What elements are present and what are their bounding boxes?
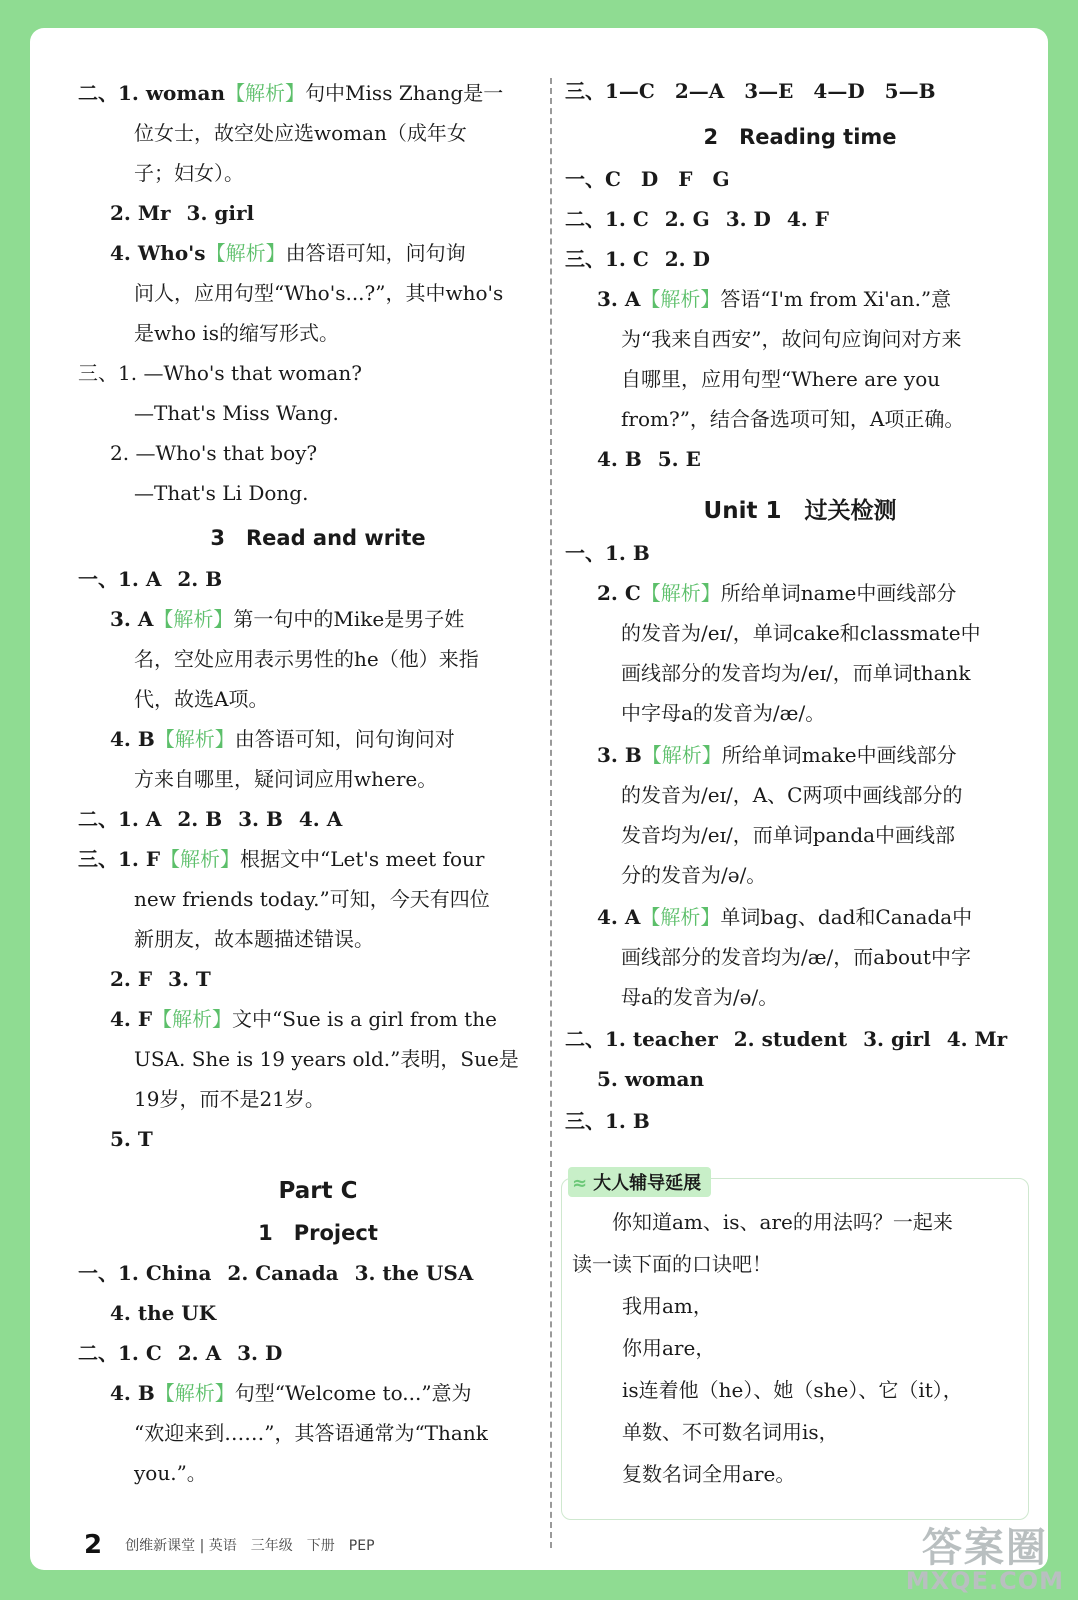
answer-line: 方来自哪里，疑问词应用where。 [134,767,438,791]
answer-line: 三、1. C 2. D [565,247,710,271]
answer-line: 4. the UK [110,1301,217,1325]
answer-line: 4. B【解析】由答语可知，问句询问对 [110,727,455,751]
part-heading: Part C [278,1178,358,1204]
watermark-logo: 答案圈 MXQE.COM [905,1524,1064,1595]
unit-heading: Unit 1 过关检测 [703,498,897,524]
page-number: 2 [84,1530,103,1560]
answer-line: you.”。 [134,1461,207,1485]
answer-line: 5. woman [597,1067,705,1091]
answer-line: 19岁，而不是21岁。 [134,1087,325,1111]
column-divider [550,78,552,1548]
analysis-tag: 【解析】 [154,727,235,751]
analysis-tag: 【解析】 [154,1381,235,1405]
section-heading: 1 Project [258,1221,378,1245]
analysis-tag: 【解析】 [225,81,306,105]
tip-line: 我用am， [622,1294,713,1318]
answer-line: 三、1. F【解析】根据文中“Let's meet four [78,847,485,871]
answer-line: 2. Mr 3. girl [110,201,255,225]
analysis-tag: 【解析】 [205,241,286,265]
book-info: 创维新课堂 | 英语 三年级 下册 PEP [125,1538,375,1554]
answer-line: 是who is的缩写形式。 [134,321,340,345]
answer-line: 4. Who's【解析】由答语可知，问句询 [110,241,466,265]
answer-line: 的发音为/eɪ/，单词cake和classmate中 [621,621,981,645]
answer-line: 二、1. C 2. A 3. D [78,1341,283,1365]
tip-line: is连着他（he）、她（she）、它（it）， [622,1378,963,1402]
answer-line: 问人，应用句型“Who's...?”，其中who's [134,281,504,305]
answer-line: 二、1. teacher 2. student 3. girl 4. Mr [565,1027,1008,1051]
section-heading: 3 Read and write [210,526,426,550]
answer-line: 2. C【解析】所给单词name中画线部分 [597,581,957,605]
answer-line: 4. B 5. E [597,447,701,471]
answer-line: “欢迎来到……”，其答语通常为“Thank [134,1421,488,1445]
answer-line: —That's Li Dong. [134,481,309,505]
answer-line: 一、1. A 2. B [78,567,223,591]
answer-line: USA. She is 19 years old.”表明，Sue是 [134,1047,519,1071]
answer-page [30,28,1048,1570]
answer-line: 分的发音为/ə/。 [621,863,767,887]
answer-line: 二、1. C 2. G 3. D 4. F [565,207,829,231]
answer-line: 位女士，故空处应选woman（成年女 [134,121,467,145]
analysis-tag: 【解析】 [641,743,722,767]
answer-line: 画线部分的发音均为/æ/，而about中字 [621,945,971,969]
section-heading: 2 Reading time [703,125,897,149]
answer-line: 代，故选A项。 [134,687,269,711]
answer-line: 三、1. —Who's that woman? [78,361,362,385]
answer-line: 二、1. A 2. B 3. B 4. A [78,807,343,831]
answer-line: 为“我来自西安”，故问句应询问对方来 [621,327,962,351]
answer-line: 4. B【解析】句型“Welcome to...”意为 [110,1381,472,1405]
answer-line: 子；妇女）。 [134,161,244,185]
tip-line: 读一读下面的口诀吧！ [572,1252,772,1276]
answer-line: —That's Miss Wang. [134,401,339,425]
answer-line: 一、1. China 2. Canada 3. the USA [78,1261,474,1285]
answer-line: from?”，结合备选项可知，A项正确。 [621,407,965,431]
analysis-tag: 【解析】 [160,847,241,871]
analysis-tag: 【解析】 [640,287,721,311]
answer-line: 母a的发音为/ə/。 [621,985,779,1009]
tip-line: 你用are， [622,1336,716,1360]
answer-line: 的发音为/eɪ/，A、C两项中画线部分的 [621,783,963,807]
answer-line: 3. B【解析】所给单词make中画线部分 [597,743,957,767]
analysis-tag: 【解析】 [152,1007,233,1031]
answer-line: 3. A【解析】答语“I'm from Xi'an.”意 [597,287,952,311]
answer-line: 5. T [110,1127,153,1151]
answer-line: 新朋友，故本题描述错误。 [134,927,374,951]
answer-line: 3. A【解析】第一句中的Mike是男子姓 [110,607,465,631]
answer-line: 自哪里，应用句型“Where are you [621,367,941,391]
answer-line: 一、1. B [565,541,650,565]
answer-line: 名，空处应用表示男性的he（他）来指 [134,647,479,671]
wave-icon: ≈ [572,1173,588,1194]
answer-line: 一、C D F G [565,167,730,191]
answer-line: 中字母a的发音为/æ/。 [621,701,826,725]
answer-line: 2. F 3. T [110,967,211,991]
answer-line: 二、1. woman【解析】句中Miss Zhang是一 [78,81,504,105]
tip-line: 你知道am、is、are的用法吗？一起来 [612,1210,953,1234]
answer-line: 发音均为/eɪ/，而单词panda中画线部 [621,823,956,847]
parent-tips-title: ≈ 大人辅导延展 [568,1167,711,1197]
answer-line: 画线部分的发音均为/eɪ/，而单词thank [621,661,971,685]
analysis-tag: 【解析】 [640,905,721,929]
tip-line: 单数、不可数名词用is， [622,1420,839,1444]
page-footer [84,1530,375,1560]
answer-line: 三、1. B [565,1109,650,1133]
parent-tips-box [561,1173,1029,1520]
answer-line: 4. F【解析】文中“Sue is a girl from the [110,1007,497,1031]
answer-line: 三、1—C 2—A 3—E 4—D 5—B [565,79,936,103]
tip-line: 复数名词全用are。 [622,1462,796,1486]
answer-line: new friends today.”可知，今天有四位 [134,887,490,911]
answer-line: 4. A【解析】单词bag、dad和Canada中 [597,905,973,929]
analysis-tag: 【解析】 [153,607,234,631]
answer-line: 2. —Who's that boy? [110,441,318,465]
analysis-tag: 【解析】 [640,581,721,605]
